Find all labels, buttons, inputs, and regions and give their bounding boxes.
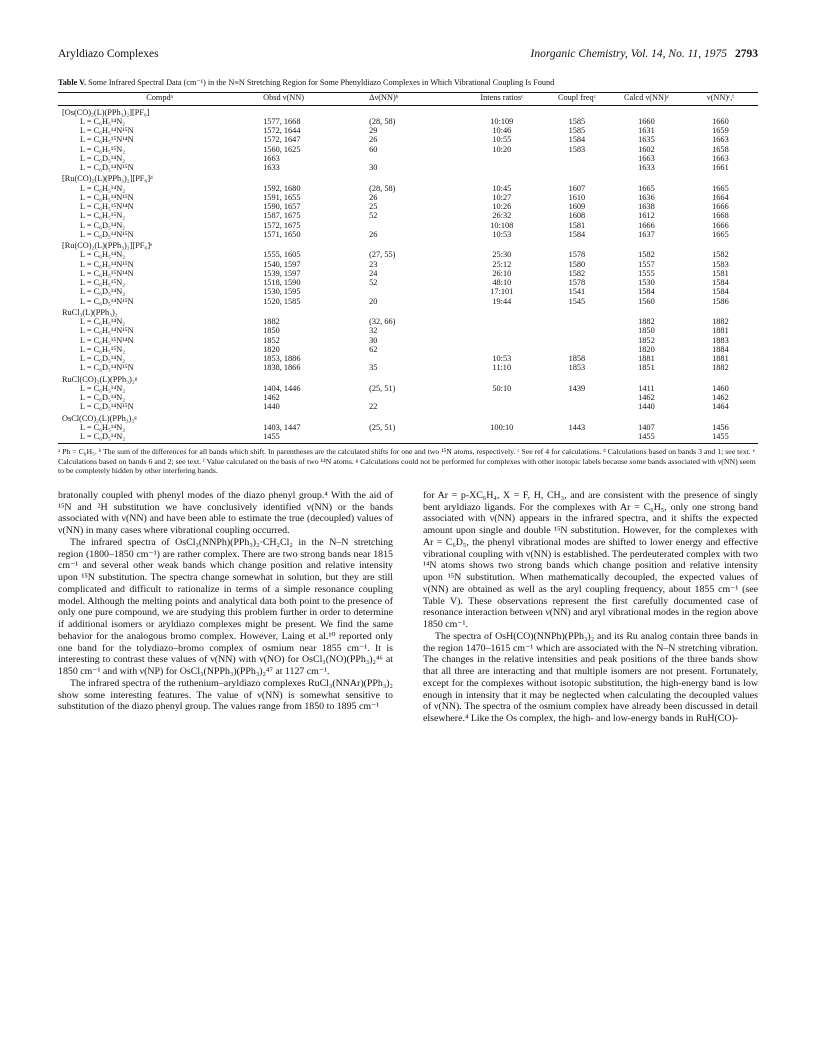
table-cell: 1850 [263,326,280,336]
table-cell: 22 [369,402,378,412]
table-cell: 1633 [263,163,280,172]
table-cell: 1584 [712,278,729,287]
paragraph: bratonally coupled with phenyl modes of the diazo phenyl group.⁴ With the aid of ¹⁵N and ²H substitution we have conclusively identified ν(NN) or the bands associated with ν(NN) and have been able to estimate the true (decoupled) values of ν(NN) in many cases where vibrational coupling occurred. [58,489,393,536]
table-cell: L = C₆H₅¹⁵N¹⁴N [80,202,134,211]
table-cell: 1403, 1447 [263,422,301,432]
table-cell: 1541 [568,287,586,297]
table-row [58,193,758,202]
table-cell: 50:10 [492,383,512,393]
table-cell: L = C₆D₅¹⁴N¹⁵N [80,296,134,306]
table-row [58,184,758,193]
table-cell [460,154,544,163]
group-title-row [58,373,758,384]
table-cell [460,345,544,354]
table-cell: 1659 [712,126,729,135]
column-header: Calcd ν(NN)ᶜ [624,93,669,102]
table-cell: 1578 [568,278,586,287]
table-cell: 1666 [638,220,655,230]
table-cell: 1407 [638,422,655,432]
table-cell: 1881 [712,354,729,363]
paragraph: The spectra of OsH(CO)(NNPh)(PPh₃)₂ and its Ru analog contain three bands in the region 1470–1615 cm⁻¹ which are associated with the N–N stretching vibration. The changes in the relative intensities and peak positions of the three bands show that all three are interacting and that multiple isomers are not present. Fortunately, except for the complexes without isotopic substitution, the high-energy band is low enough in intensity that it may be neglected when calculating the decoupled values of ν(NN). The spectra of the osmium complex have already been discussed in detail elsewhere.⁴ Like the Os complex, the high- and low-energy bands in RuH(CO)- [423,630,758,724]
table-cell: 10:46 [492,126,512,135]
table-caption [58,78,758,88]
table-cell: L = C₆H₅¹⁴N₂ [80,183,126,193]
table-cell: L = C₆D₅¹⁴N₂ [80,432,126,441]
table-cell: 1635 [638,135,655,145]
table-cell: 1462 [638,393,655,402]
table-cell: 10:53 [492,229,512,239]
table-cell: 1439 [568,383,586,393]
column-header: Compdᵃ [146,93,173,102]
table-cell: 1539, 1597 [263,268,301,278]
table-cell: 1852 [638,335,655,345]
table-cell: 1581 [712,268,729,278]
ir-spectral-table [58,92,758,443]
table-cell: 1884 [712,344,729,354]
running-header [58,48,758,64]
table-cell [460,163,544,172]
table-cell: 1582 [568,268,586,278]
left-column [58,490,393,725]
table-row [58,117,758,126]
group-title-row [58,412,758,423]
table-cell: 1883 [712,335,729,345]
table-cell: (25, 51) [369,422,396,432]
table-cell: 10:109 [490,116,514,126]
table-cell: L = C₆H₅¹⁴N¹⁵N [80,259,134,269]
table-cell [544,402,610,411]
table-row [58,269,758,278]
compound-group [58,412,758,444]
table-cell: 1555 [638,268,655,278]
table-cell: 1637 [638,229,655,239]
table-cell: 25:12 [492,259,512,269]
column-header: Δν(NN)ᵇ [369,93,399,102]
table-cell: 1663 [712,153,729,163]
table-cell: 10:108 [490,220,514,230]
table-cell: L = C₆D₅¹⁴N¹⁵N [80,363,134,373]
table-cell: 1586 [712,296,729,306]
table-cell: 1404, 1446 [263,383,301,393]
table-cell [544,393,610,402]
table-row [58,126,758,135]
table-cell: 10:45 [492,183,512,193]
table-cell: 29 [369,126,378,135]
table-cell: 1572, 1647 [263,135,301,145]
table-row [58,336,758,345]
table-cell: 1663 [638,153,655,163]
table-cell: 1608 [568,211,586,221]
table-cell: 1666 [712,220,729,230]
table-cell: 1882 [263,317,280,326]
compound-formula: RuCl(CO)₂(L)(PPh₃)₂ᵍ [62,374,138,384]
table-cell: 1602 [638,144,655,154]
table-cell: 1578 [568,250,586,260]
table-row [58,221,758,230]
table-cell: 1560, 1625 [263,144,301,154]
table-cell: 1609 [568,202,586,211]
group-title-row [58,172,758,183]
compound-group [58,105,758,172]
table-cell: 1666 [712,202,729,211]
table-cell: 20 [369,296,378,306]
table-cell: 1882 [638,317,655,326]
table-cell: 1607 [568,183,586,193]
table-row [58,297,758,306]
table-row [58,250,758,259]
table-cell [544,163,610,172]
table-cell: L = C₆D₅¹⁴N₂ [80,287,126,297]
table-cell: 62 [369,344,378,354]
table-row [58,260,758,269]
paragraph: The infrared spectra of the ruthenium–aryldiazo complexes RuCl₃(NNAr)(PPh₃)₂ show some interesting features. The value of ν(NN) is somewhat sensitive to substitution of the diazo phenyl group. The values range from 1850 to 1895 cm⁻¹ [58,677,393,713]
table-cell: L = C₆D₅¹⁴N₂ [80,393,126,402]
body-text [58,490,758,725]
compound-group [58,172,758,239]
table-cell: 1660 [638,116,655,126]
table-cell: 1440 [638,402,655,412]
table-cell: 1851 [638,363,655,373]
table-cell: 1820 [638,344,655,354]
group-title-row [58,239,758,250]
table-cell: L = C₆H₅¹⁵N¹⁴N [80,268,134,278]
table-cell: 25 [369,202,378,211]
table-cell: 1582 [638,250,655,260]
table-cell: L = C₆H₅¹⁴N¹⁵N [80,326,134,336]
table-cell: 1585 [568,116,586,126]
compound-formula: [Ru(CO)₂(L)(PPh₃)₂][PF₆]ᵈ [62,174,153,184]
table-cell: L = C₆H₅¹⁵N₂ [80,344,126,354]
table-cell: 1853 [568,363,586,373]
table-cell: 1411 [638,383,655,393]
table-cell: 1850 [638,326,655,336]
table-caption-text: Some Infrared Spectral Data (cm⁻¹) in the N≡N Stretching Region for Some Phenyldiazo Complexes in Which Vibrational Coupling Is Found [88,78,555,87]
table-cell [460,432,544,443]
table-cell: 19:44 [492,296,512,306]
table-cell: (28, 58) [369,116,396,126]
table-cell [544,345,610,354]
table-cell: 1663 [712,135,729,145]
table-cell: 1612 [638,211,655,221]
table-cell: (27, 55) [369,250,396,260]
table-cell [460,317,544,326]
table-cell: 1661 [712,163,729,172]
table-cell: 1658 [712,144,729,154]
table-row [58,326,758,335]
table-cell: L = C₆D₅¹⁴N₂ [80,220,126,230]
table-cell: 10:53 [492,354,512,363]
table-cell: 1665 [712,229,729,239]
table-cell: 1455 [638,432,655,441]
group-title-row [58,105,758,117]
table-row [58,135,758,144]
table-cell: 1580 [568,259,586,269]
journal-citation: Inorganic Chemistry, Vol. 14, No. 11, 1975 [530,48,727,60]
table-cell: 1882 [712,363,729,373]
table-row [58,432,758,443]
table-cell: 1820 [263,344,280,354]
table-cell: 52 [369,278,378,287]
table-cell: 1530 [638,278,655,287]
compound-group [58,239,758,306]
table-cell: L = C₆H₅¹⁴N¹⁵N [80,192,134,202]
table-cell: 1665 [638,183,655,193]
table-cell: 1665 [712,183,729,193]
table-cell [544,154,610,163]
table-row [58,363,758,372]
table-cell: 1638 [638,202,655,211]
table-cell: 1545 [568,296,586,306]
table-cell: 1456 [712,422,729,432]
table-cell: L = C₆H₅¹⁴N¹⁵N [80,126,134,135]
table-cell [544,336,610,345]
table-cell [460,393,544,402]
table-cell: 1664 [712,192,729,202]
table-cell: 1584 [638,287,655,297]
table-cell: (32, 66) [369,317,396,326]
table-row [58,345,758,354]
compound-formula: RuCl₃(L)(PPh₃)₂ [62,307,118,317]
table-cell [544,317,610,326]
table-cell: 10:20 [492,144,512,154]
table-cell: 1590, 1657 [263,202,301,211]
table-cell: 60 [369,144,378,154]
table-cell: 25:30 [492,250,512,260]
table-cell: 32 [369,326,378,336]
table-cell: 1571, 1650 [263,229,301,239]
table-cell: 17:101 [490,287,514,297]
running-title: Aryldiazo Complexes [58,48,159,60]
table-cell: 1462 [712,393,729,402]
table-cell: L = C₆H₅¹⁴N₂ [80,422,126,432]
table-cell: 1540, 1597 [263,259,301,269]
table-cell: 1585 [568,126,586,135]
table-cell: 11:10 [492,363,512,373]
table-cell: 1572, 1644 [263,126,301,135]
table-footnotes: ᵃ Ph = C₆H₅. ᵇ The sum of the differences for all bands which shift. In parentheses are the calculated shifts for one and two ¹⁵N atoms, respectively. ᶜ See ref 4 for calculations. ᵈ Calculations based on bands 3 and 1; see text. ᵉ Calculations based on bands 6 and 2; see text. ᶠ Value calculated on the basis of two ¹⁴N atoms. ᵍ Calculations could not be performed for complexes with other isotopic labels because some bands associated with ν(NN) seem to be completely hidden by other interfering bands. [58,447,756,476]
table-cell: 1460 [712,383,729,393]
table-cell: 1852 [263,335,280,345]
table-cell: 1881 [712,326,729,336]
table-cell: 1660 [712,116,729,126]
column-header: Coupl freqᶜ [557,93,596,102]
table-cell: 30 [369,163,378,172]
table-cell [367,354,460,363]
table-row [58,230,758,239]
table-cell: 1610 [568,192,586,202]
table-cell: 1858 [568,354,586,363]
table-row [58,354,758,363]
column-header: Obsd ν(NN) [263,93,304,102]
table-cell: 26 [369,192,378,202]
table-cell [367,287,460,296]
group-title-row [58,306,758,317]
column-header: Intens ratiosᶜ [480,93,524,102]
table-cell: 10:27 [492,192,512,202]
table-row [58,287,758,296]
table-cell: 1584 [568,135,586,145]
table-row [58,384,758,393]
table-cell: 1882 [712,317,729,326]
table-cell: L = C₆H₅¹⁵N₂ [80,144,126,154]
table-cell: 1668 [712,211,729,221]
table-cell: 1530, 1595 [263,287,301,297]
table-cell: 23 [369,259,378,269]
compound-group [58,306,758,373]
compound-formula: [Os(CO)₂(L)(PPh₃)₂][PF₆] [62,107,150,117]
table-cell: 1591, 1655 [263,192,301,202]
table-cell: 1455 [263,432,280,441]
table-label: Table V. [58,78,87,87]
table-cell [544,326,610,335]
compound-formula: OsCl(CO)₂(L)(PPh₃)₂ᵍ [62,413,137,423]
table-cell: L = C₆D₅¹⁴N₂ [80,354,126,363]
table-cell: 1577, 1668 [263,116,301,126]
table-cell: 1631 [638,126,655,135]
table-cell: 1572, 1675 [263,220,301,230]
table-cell: 10:26 [492,202,512,211]
table-cell: 1584 [712,287,729,297]
table-cell: 1636 [638,192,655,202]
table-cell: 1555, 1605 [263,250,301,260]
table-cell: L = C₆H₅¹⁵N¹⁴N [80,335,134,345]
paragraph: for Ar = p-XC₆H₄, X = F, H, CH₃, and are consistent with the presence of singly bent aryldiazo ligands. For the complexes with Ar = C₆H₅, only one strong band associated with ν(NN) appears in the infrared spectra, and it shifts the expected amount upon single and double ¹⁵N substitution. However, for the complexes with Ar = C₆D₅, the phenyl vibrational modes are shifted to lower energy and effective vibrational coupling with ν(NN) is established. The perdeuterated complex with two ¹⁴N atoms shows two strong bands which change position and relative intensity upon ¹⁵N substitution. When mathematically decoupled, the expected values of ν(NN) are obtained as well as the aryl coupling frequency, about 1855 cm⁻¹ (see Table V). These observations represent the first carefully documented case of resonance interaction between ν(NN) and aryl vibrational modes in the region above 1850 cm⁻¹. [423,489,758,630]
table-cell: L = C₆H₅¹⁴N₂ [80,383,126,393]
table-cell: (25, 51) [369,383,396,393]
paragraph: The infrared spectra of OsCl₃(NNPh)(PPh₃)₂·CH₂Cl₂ in the N–N stretching region (1800–1850 cm⁻¹) are rather complex. There are two strong bands near 1815 cm⁻¹ and several other weak bands which change position and relative intensity upon ¹⁵N substitution. The spectra change somewhat in solution, but they are still complicated and difficult to rationalize in terms of a simple resonance coupling model. Although the melting points and analytical data both point to the presence of only one pure compound, we are studying this problem further in order to determine if additional isomers or aryldiazo complexes might be present. We find the same behavior for the analogous bromo complex. However, Laing et al.¹⁰ reported only one band for the tolydiazo–bromo complex of osmium near 1855 cm⁻¹. It is interesting to contrast these values of ν(NN) with ν(NO) for OsCl₃(NO)(PPh₃)₂⁴⁶ at 1850 cm⁻¹ and with ν(NP) for OsCl₃(NPPh₃)(PPh₃)₂⁴⁷ at 1127 cm⁻¹. [58,536,393,677]
table-cell: L = C₆H₅¹⁵N¹⁴N [80,135,134,145]
table-cell: L = C₆H₅¹⁴N₂ [80,250,126,260]
table-row [58,154,758,163]
table-cell: 1584 [568,229,586,239]
table-row [58,278,758,287]
table-cell: 1440 [263,402,280,412]
table-cell: 26 [369,135,378,145]
table-cell: 48:10 [492,278,512,287]
table-cell [460,336,544,345]
compound-group [58,373,758,412]
table-cell: 1443 [568,422,586,432]
table-cell: L = C₆H₅¹⁴N₂ [80,116,126,126]
table-cell [544,432,610,443]
table-cell [460,326,544,335]
table-cell: 1462 [263,393,280,402]
table-cell [367,432,460,443]
table-row [58,211,758,220]
table-cell: 1592, 1680 [263,183,301,193]
journal-page [58,48,758,725]
table-cell: 1560 [638,296,655,306]
table-cell: 1520, 1585 [263,296,301,306]
table-cell: 30 [369,335,378,345]
table-cell [367,393,460,402]
table-cell: 1557 [638,259,655,269]
table-row [58,163,758,172]
table-cell: 1881 [638,354,655,363]
table-cell: 1582 [712,250,729,260]
page-number: 2793 [735,48,758,60]
table-cell: 26 [369,229,378,239]
table-cell: 52 [369,211,378,221]
table-row [58,317,758,326]
table-cell: L = C₆D₅¹⁴N₂ [80,153,126,163]
table-row [58,145,758,154]
table-cell: 1633 [638,163,655,172]
table-cell [460,402,544,411]
table-cell [367,154,460,163]
table-row [58,202,758,211]
table-header-row [58,93,758,106]
table-cell: 1853, 1886 [263,354,301,363]
table-cell: 100:10 [490,422,514,432]
table-cell: 1838, 1866 [263,363,301,373]
table-cell: L = C₆H₅¹⁵N₂ [80,211,126,221]
table-cell: 1518, 1590 [263,278,301,287]
table-row [58,402,758,411]
table-cell: 1583 [568,144,586,154]
table-cell: 10:55 [492,135,512,145]
table-row [58,393,758,402]
table-cell: 1464 [712,402,729,412]
table-cell: 26:32 [492,211,512,221]
table-cell: 1581 [568,220,586,230]
column-header: ν(NN)ᶜ,ᶠ [706,93,735,102]
table-row [58,423,758,432]
table-cell: 1587, 1675 [263,211,301,221]
table-cell: L = C₆H₅¹⁴N₂ [80,317,126,326]
table-cell: 24 [369,268,378,278]
table-cell: L = C₆D₅¹⁴N¹⁵N [80,402,134,412]
compound-formula: [Ru(CO)₂(L)(PPh₃)₂][PF₆]ᵉ [62,241,153,250]
table-cell: L = C₆D₅¹⁴N¹⁵N [80,229,134,239]
table-cell: (28, 58) [369,183,396,193]
table-cell: 35 [369,363,378,373]
table-cell: L = C₆D₅¹⁴N¹⁵N [80,163,134,172]
table-cell [367,221,460,230]
table-cell: 1663 [263,153,280,163]
table-bottom-rule [58,443,758,444]
table-cell: 1455 [712,432,729,441]
right-column [423,490,758,725]
table-cell: L = C₆H₅¹⁵N₂ [80,278,126,287]
table-cell: 1583 [712,259,729,269]
table-cell: 26:10 [492,268,512,278]
